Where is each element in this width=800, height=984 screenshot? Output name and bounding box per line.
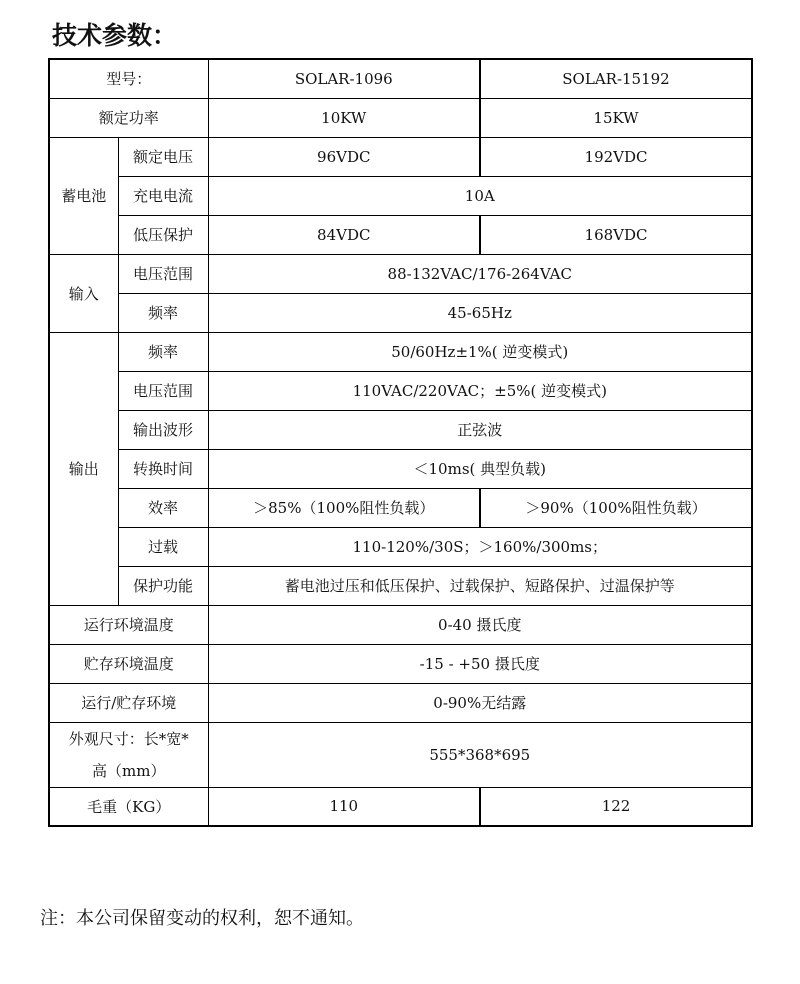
env-value: 0-90%无结露 [208, 683, 752, 722]
table-row [49, 98, 752, 137]
output-efficiency-label: 效率 [118, 488, 208, 527]
footnote: 注：本公司保留变动的权利，恕不通知。 [40, 908, 364, 929]
dims-label [49, 722, 208, 787]
weight-a: 110 [208, 787, 480, 826]
dims-value: 555*368*695 [208, 722, 752, 787]
op-temp-label: 运行环境温度 [49, 605, 208, 644]
input-freq-label: 频率 [118, 293, 208, 332]
output-voltage-value: 110VAC/220VAC；±5%( 逆变模式) [208, 371, 752, 410]
table-row [49, 59, 752, 98]
spec-table [48, 58, 753, 827]
output-group: 输出 [49, 332, 118, 605]
battery-low-b: 168VDC [480, 215, 752, 254]
table-row [49, 215, 752, 254]
output-overload-label: 过载 [118, 527, 208, 566]
table-row [49, 137, 752, 176]
table-row [49, 176, 752, 215]
output-freq-value: 50/60Hz±1%( 逆变模式) [208, 332, 752, 371]
table-row [49, 605, 752, 644]
input-freq-value: 45-65Hz [208, 293, 752, 332]
table-row [49, 410, 752, 449]
battery-charge-label: 充电电流 [118, 176, 208, 215]
table-row [49, 293, 752, 332]
output-efficiency-b: ＞90%（100%阻性负载） [480, 488, 752, 527]
model-b: SOLAR-15192 [480, 59, 752, 98]
output-transfer-label: 转换时间 [118, 449, 208, 488]
output-waveform-value: 正弦波 [208, 410, 752, 449]
output-overload-value: 110-120%/30S；＞160%/300ms； [208, 527, 752, 566]
output-transfer-value: ＜10ms( 典型负载) [208, 449, 752, 488]
output-freq-label: 频率 [118, 332, 208, 371]
table-row [49, 371, 752, 410]
table-row [49, 332, 752, 371]
table-row [49, 722, 752, 787]
table-row [49, 566, 752, 605]
input-voltage-label: 电压范围 [118, 254, 208, 293]
table-row [49, 683, 752, 722]
battery-group: 蓄电池 [49, 137, 118, 254]
output-protection-label: 保护功能 [118, 566, 208, 605]
dims-label-line1: 外观尺寸：长*宽* [68, 729, 189, 748]
output-waveform-label: 输出波形 [118, 410, 208, 449]
model-a: SOLAR-1096 [208, 59, 480, 98]
env-label: 运行/贮存环境 [49, 683, 208, 722]
battery-voltage-label: 额定电压 [118, 137, 208, 176]
model-label: 型号： [49, 59, 208, 98]
power-label: 额定功率 [49, 98, 208, 137]
power-b: 15KW [480, 98, 752, 137]
dims-label-line2: 高（mm） [92, 761, 166, 780]
table-row [49, 787, 752, 826]
page-title: 技术参数： [52, 21, 178, 50]
battery-voltage-b: 192VDC [480, 137, 752, 176]
table-row [49, 527, 752, 566]
op-temp-value: 0-40 摄氏度 [208, 605, 752, 644]
battery-voltage-a: 96VDC [208, 137, 480, 176]
output-efficiency-a: ＞85%（100%阻性负载） [208, 488, 480, 527]
output-voltage-label: 电压范围 [118, 371, 208, 410]
table-row [49, 488, 752, 527]
table-row [49, 644, 752, 683]
battery-low-a: 84VDC [208, 215, 480, 254]
input-voltage-value: 88-132VAC/176-264VAC [208, 254, 752, 293]
weight-b: 122 [480, 787, 752, 826]
store-temp-value: -15 - +50 摄氏度 [208, 644, 752, 683]
weight-label: 毛重（KG） [49, 787, 208, 826]
battery-low-label: 低压保护 [118, 215, 208, 254]
input-group: 输入 [49, 254, 118, 332]
output-protection-value: 蓄电池过压和低压保护、过载保护、短路保护、过温保护等 [208, 566, 752, 605]
power-a: 10KW [208, 98, 480, 137]
store-temp-label: 贮存环境温度 [49, 644, 208, 683]
battery-charge-value: 10A [208, 176, 752, 215]
table-row [49, 254, 752, 293]
table-row [49, 449, 752, 488]
